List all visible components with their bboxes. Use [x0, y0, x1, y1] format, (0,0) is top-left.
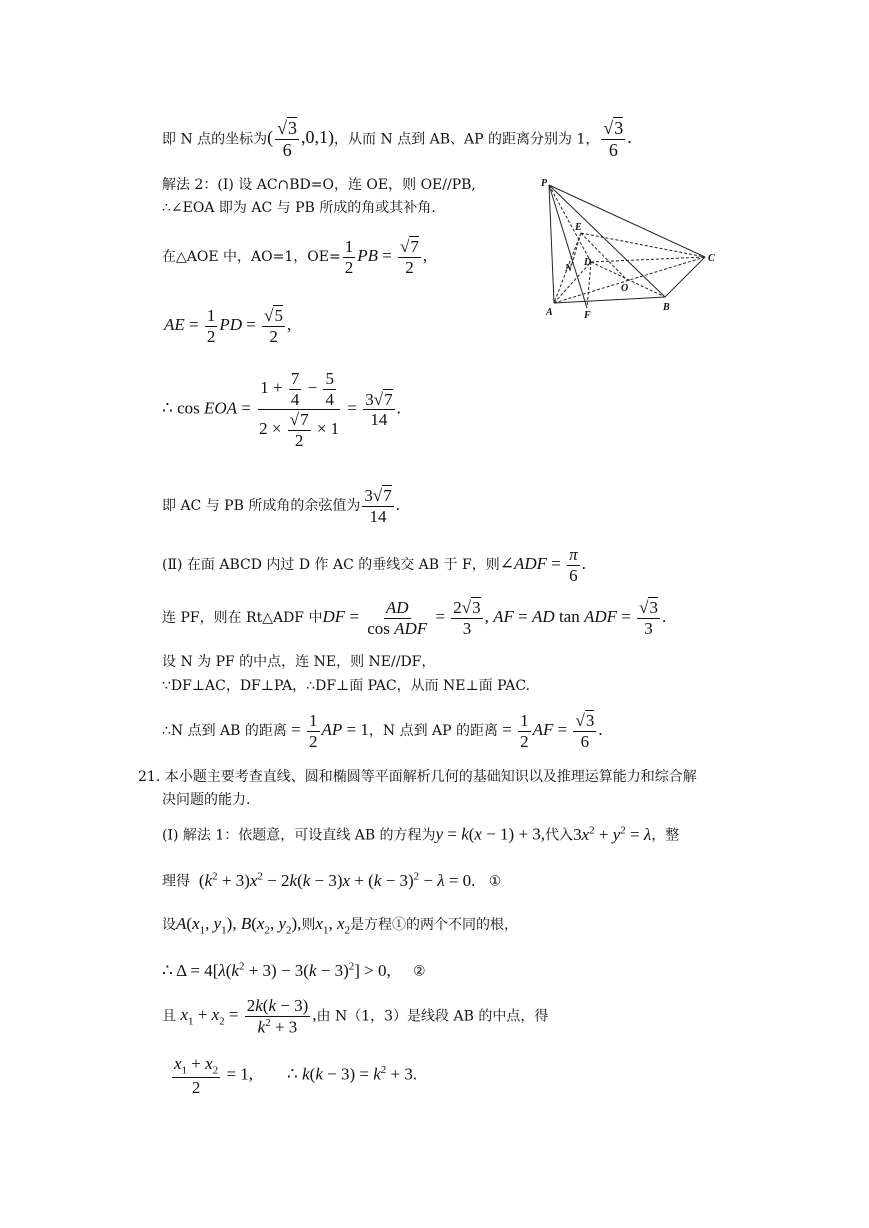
label-f: F: [584, 310, 591, 320]
edge-en: [571, 233, 581, 267]
text-prefix: 理得: [162, 873, 190, 890]
text-prefix: 设: [162, 917, 176, 933]
label-n: N: [565, 263, 573, 274]
equation-ae: AE = $\frac{1}{2}$ PD = $\frac{√5}{2}$ ,: [164, 306, 292, 346]
line-angle-eoa: ∴∠EOA 即为 AC 与 PB 所成的角或其补角.: [162, 200, 436, 216]
line-midpoint-n: 设 N 为 PF 的中点，连 NE，则 NE//DF，: [162, 654, 436, 670]
q21-line1: 21. 本小题主要考查直线、圆和椭圆等平面解析几何的基础知识以及推理运算能力和综合解: [138, 769, 697, 785]
line-cosine-value: 即 AC 与 PB 所成角的余弦值为 $\frac{3√7}{14}$ .: [162, 486, 400, 526]
label-d: D: [584, 257, 592, 268]
equation-marker-2: ②: [413, 963, 426, 980]
text-prefix: 即 N 点的坐标为: [162, 131, 268, 148]
text-suffix: ，整: [651, 827, 680, 844]
text-label: 连 PF，则在 Rt△ADF 中: [162, 609, 323, 626]
line-triangle-aoe: 在△AOE 中，AO=1，OE= $\frac{1}{2}$ PB = $\frac{√7}{2}$ ,: [162, 237, 428, 277]
equation-cos-eoa: ∴ cos EOA = 1 + $\frac{7}{4}$ − $\frac{5}{4}$ 2 × $\frac{√7}{2}$ × 1 = $\frac{3√7}{14}$ .: [162, 369, 401, 450]
edge-pa: [549, 185, 554, 303]
pyramid-figure: [535, 175, 725, 320]
equation-marker-1: ①: [488, 873, 502, 890]
text-suffix: 由 N（1，3）是线段 AB 的中点，得: [316, 1008, 549, 1025]
label-a: A: [546, 307, 553, 318]
edge-ec: [581, 233, 705, 257]
line-part2: (Ⅱ) 在面 ABCD 内过 D 作 AC 的垂线交 AB 于 F，则∠ADF = $\frac{\pi}{6}$ .: [162, 545, 586, 585]
edge-pc: [549, 185, 705, 257]
line-quadratic: 理得 $(k^2 + 3)x^2 - 2k(k - 3)x + (k - 3)^2 - \lambda = 0$. ①: [162, 870, 502, 890]
text-suffix: ，从而 N 点到 AB、AP 的距离分别为 1，: [334, 131, 600, 148]
line-method2: 解法 2：(Ⅰ) 设 AC∩BD=O，连 OE，则 OE//PB,: [162, 177, 476, 193]
label-c: C: [708, 253, 715, 264]
line-n-distances: ∴N 点到 AB 的距离 = $\frac{1}{2}$ AP = 1，N 点到 AP 的距离 = $\frac{1}{2}$ AF = $\frac{√3}{6}$ .: [162, 711, 603, 751]
line-sum-roots: 且 $x_1 + x_2$ = $\frac{2k(k - 3)}{k^2 + 3}$ ,由 N（1，3）是线段 AB 的中点，得: [162, 996, 549, 1037]
label-p: P: [541, 178, 548, 189]
text-mid: 则: [301, 917, 316, 933]
label-b: B: [663, 302, 670, 313]
equation-midpoint: $\frac{x_1 + x_2}{2}$ = 1, ∴ $k(k - 3) = k^2 + 3$.: [174, 1054, 418, 1098]
line-discriminant: ∴ $\Delta = 4[\lambda(k^2 + 3) - 3(k - 3)^2] > 0$, ②: [162, 960, 426, 980]
text-label: 即 AC 与 PB 所成角的余弦值为: [162, 497, 361, 514]
edge-ad: [554, 262, 591, 303]
line-method1: (Ⅰ) 解法 1：依题意，可设直线 AB 的方程为y = k(x − 1) + 3,代入$3x^2 + y^2 = \lambda$，整: [162, 824, 680, 844]
line-rt-adf: 连 PF，则在 Rt△ADF 中DF = $\frac{AD}{\text{cos ADF}}$ = $\frac{2√3}{3}$ , AF = AD tan ADF = $\frac{√3}{3}$ .: [162, 598, 667, 638]
text-prefix: ∴N 点到 AB 的距离: [162, 722, 287, 739]
line-n-coordinates: 即 N 点的坐标为( $\frac{√3}{6}$ ,0,1)，从而 N 点到 AB、AP 的距离分别为 1， $\frac{√3}{6}$ .: [162, 118, 632, 160]
text-suffix: 是方程①的两个不同的根，: [350, 917, 518, 933]
text-prefix: 且: [162, 1008, 176, 1025]
text-prefix: (Ⅰ) 解法 1：依题意，可设直线 AB 的方程为: [162, 827, 436, 844]
edge-pd: [549, 185, 591, 262]
text-prefix: 在△AOE 中，AO=1，OE=: [162, 248, 341, 265]
text-mid: ，N 点到 AP 的距离: [368, 722, 499, 739]
coordinate-expression: ( $\frac{√3}{6}$ ,0,1): [267, 118, 335, 160]
q21-line2: 决问题的能力.: [162, 792, 251, 808]
line-perpendicular: ∵DF⊥AC，DF⊥PA，∴DF⊥面 PAC，从而 NE⊥面 PAC.: [162, 678, 531, 694]
edge-dc: [591, 257, 705, 262]
label-e: E: [575, 222, 582, 233]
text-label: (Ⅱ) 在面 ABCD 内过 D 作 AC 的垂线交 AB 于 F，则: [162, 556, 500, 573]
line-roots: 设$A(x_1$, $y_1$), $B(x_2$, $y_2$),则$x_1$, $x_2$是方程①的两个不同的根，: [162, 914, 518, 937]
label-o: O: [621, 283, 629, 294]
text-mid: 代入: [545, 827, 574, 844]
